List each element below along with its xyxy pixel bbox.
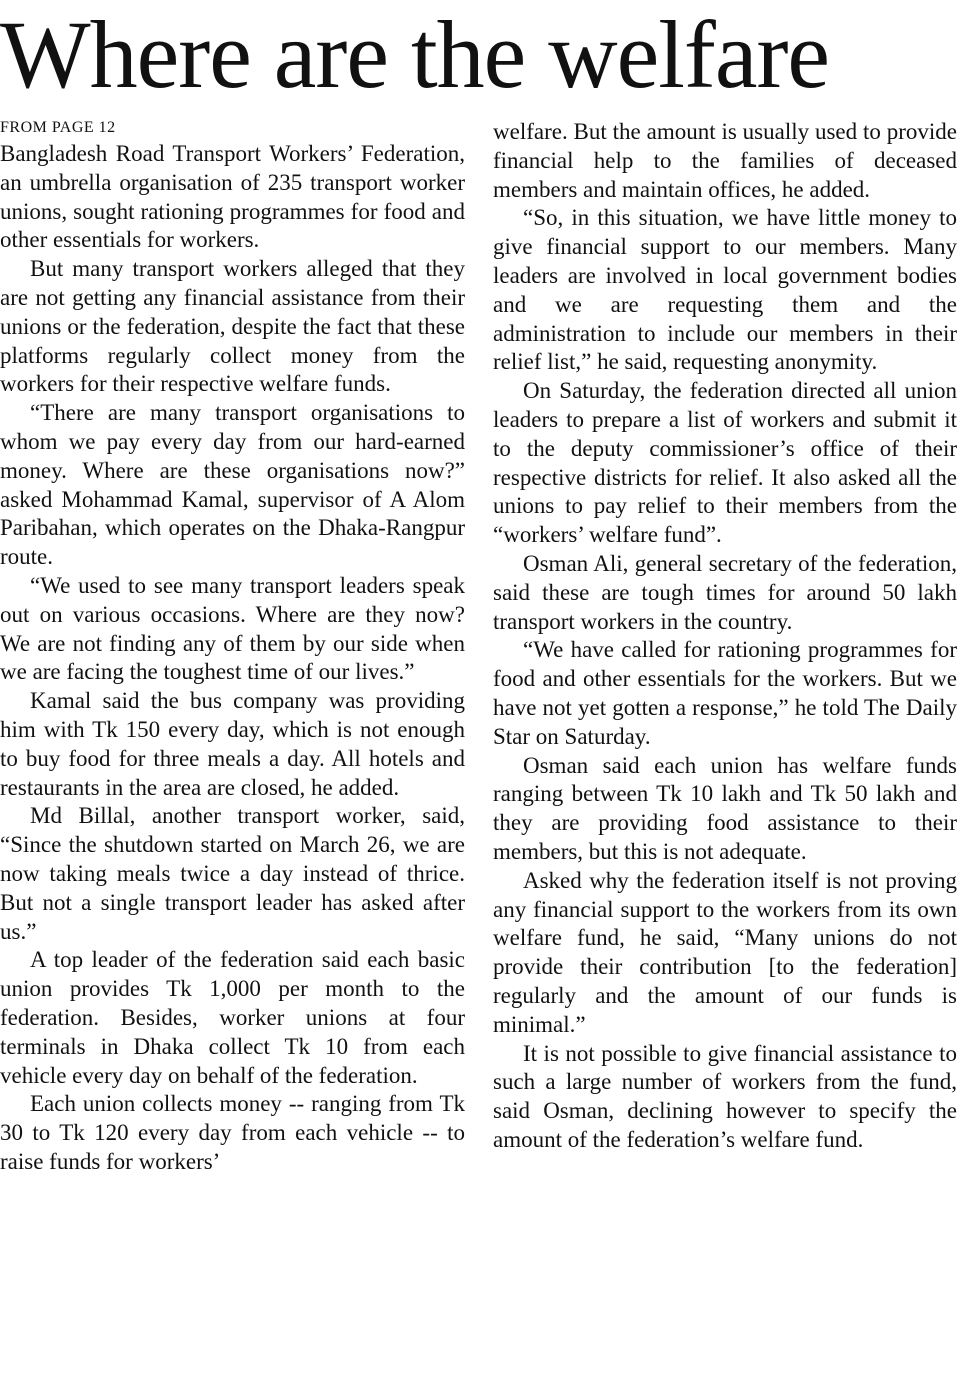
paragraph: Bangladesh Road Transport Workers’ Federation, an umbrella organisation of 235 transport worker unions, sought rationing programmes for food and other essentials for workers.: [0, 141, 465, 253]
paragraph: “So, in this situation, we have little money to give financial support to our members. Many leaders are involved in local government bodies and we are requesting them and the administration to include our members in their relief list,” he said, requesting anonymity.: [493, 205, 957, 375]
paragraph: On Saturday, the federation directed all union leaders to prepare a list of workers and submit it to the deputy commissioner’s office of their respective districts for relief. It also asked all the unions to pay relief to their members from the “workers’ welfare fund”.: [493, 378, 957, 548]
paragraph: “We have called for rationing programmes for food and other essentials for the workers. But we have not yet gotten a response,” he told The Daily Star on Saturday.: [493, 637, 957, 749]
paragraph: “We used to see many transport leaders speak out on various occasions. Where are they now? We are not finding any of them by our side when we are facing the toughest time of our lives.”: [0, 572, 465, 685]
jump-kicker: FROM PAGE 12: [0, 119, 116, 136]
paragraph: But many transport workers alleged that they are not getting any financial assistance from their unions or the federation, despite the fact that these platforms regularly collect money from the workers for their respective welfare funds.: [0, 256, 465, 397]
paragraph: Kamal said the bus company was providing him with Tk 150 every day, which is not enough to buy food for three meals a day. All hotels and restaurants in the area are closed, he added.: [0, 688, 465, 800]
paragraph: A top leader of the federation said each basic union provides Tk 1,000 per month to the federation. Besides, worker unions at four terminals in Dhaka collect Tk 10 from each vehicle every day on behalf of the federation.: [0, 947, 465, 1088]
paragraph: “There are many transport organisations to whom we pay every day from our hard-earned money. Where are these organisations now?” asked Mohammad Kamal, supervisor of A Alom Paribahan, which operates on the Dhaka-Rangpur route.: [0, 400, 465, 570]
paragraph: Asked why the federation itself is not proving any financial support to the workers from its own welfare fund, he said, “Many unions do not provide their contribution [to the federation] regularly and the amount of our funds is minimal.”: [493, 867, 957, 1037]
paragraph: Osman Ali, general secretary of the federation, said these are tough times for around 50 lakh transport workers in the country.: [493, 550, 957, 634]
headline: Where are the welfare: [0, 1, 830, 108]
article-column-right: [493, 118, 957, 1374]
paragraph: Osman said each union has welfare funds ranging between Tk 10 lakh and Tk 50 lakh and they are providing food assistance to their members, but this is not adequate.: [493, 752, 957, 864]
paragraph: Each union collects money -- ranging from Tk 30 to Tk 120 every day from each vehicle -- to raise funds for workers’: [0, 1091, 465, 1174]
article-column-left: [0, 116, 465, 1372]
paragraph: It is not possible to give financial assistance to such a large number of workers from the fund, said Osman, declining however to specify the amount of the federation’s welfare fund.: [493, 1040, 957, 1152]
paragraph: welfare. But the amount is usually used to provide financial help to the families of deceased members and maintain offices, he added.: [493, 119, 957, 202]
paragraph: Md Billal, another transport worker, said, “Since the shutdown started on March 26, we are now taking meals twice a day instead of thrice. But not a single transport leader has asked after us.”: [0, 803, 465, 944]
